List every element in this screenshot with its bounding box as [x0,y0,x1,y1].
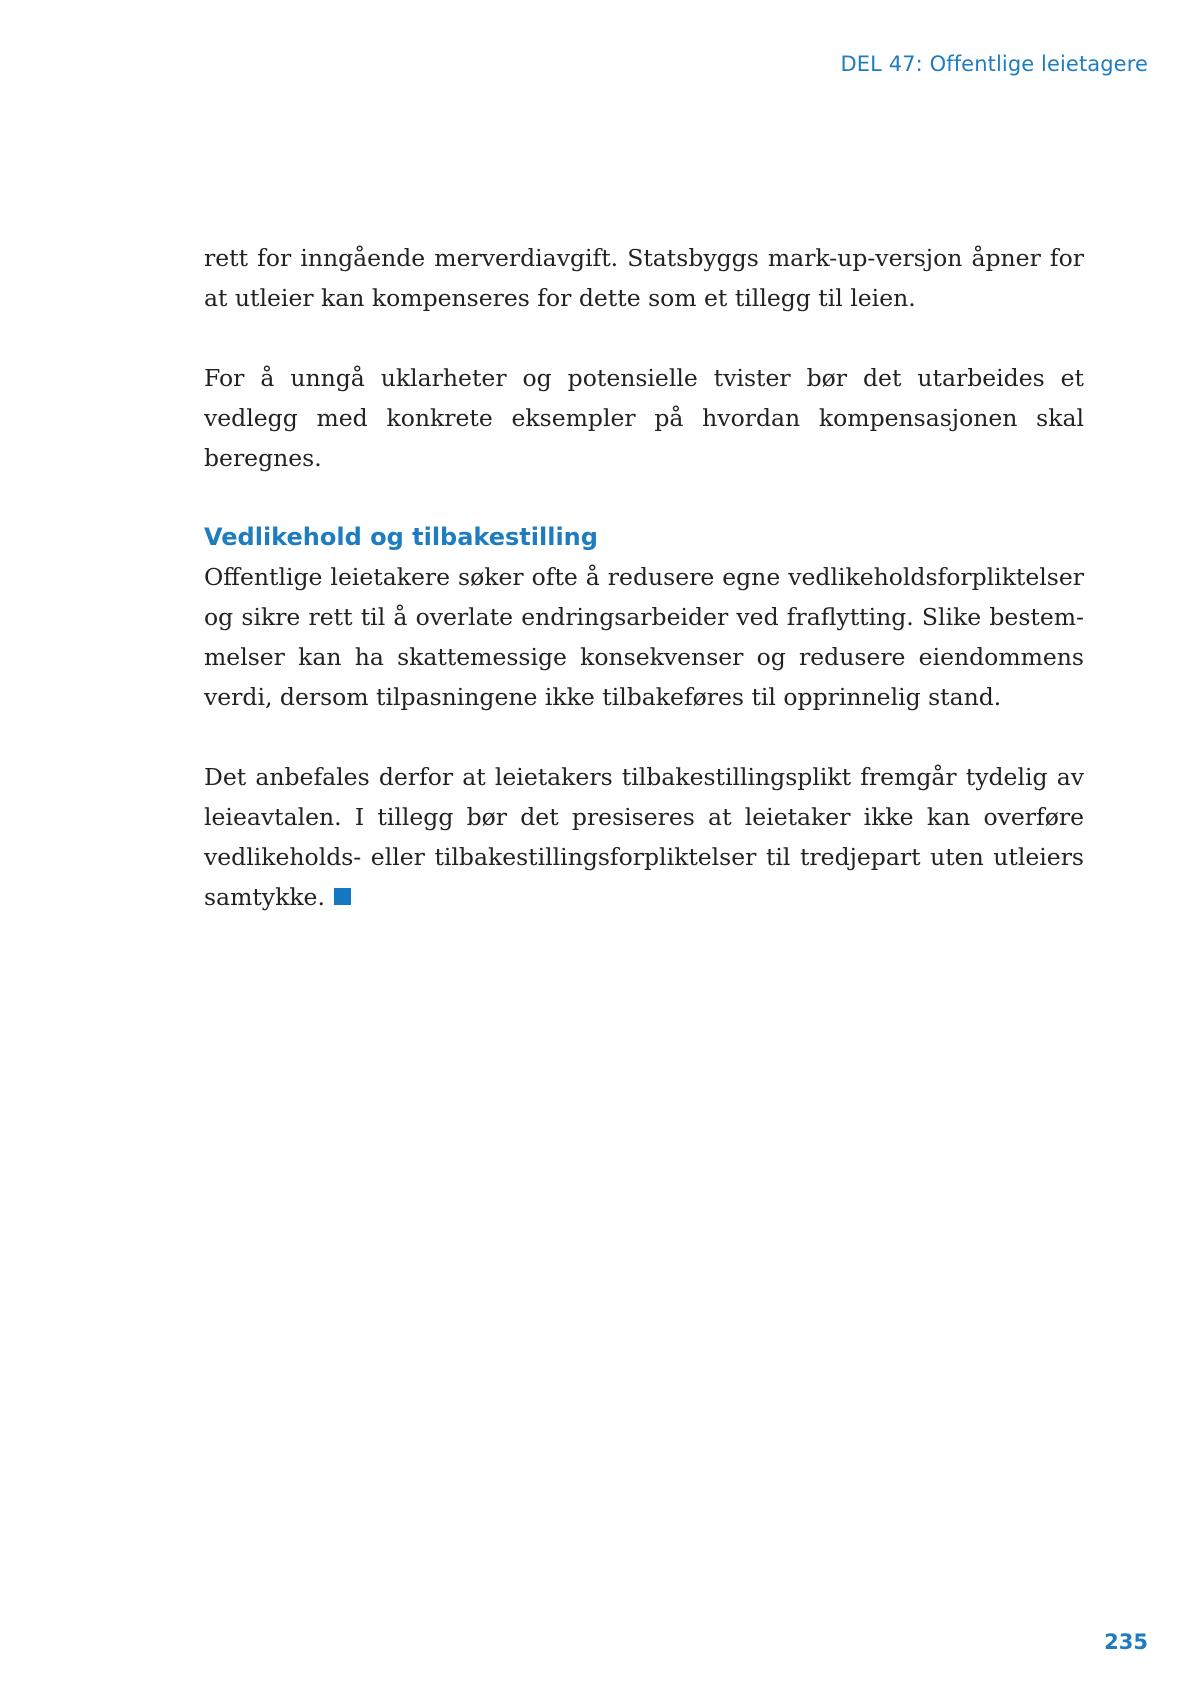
page-number: 235 [1104,1630,1148,1654]
end-of-article-square-icon [334,888,351,905]
paragraph-text: Det anbefales derfor at leietakers tilbakestillingsplikt fremgår tydelig av leieavtalen. I tillegg bør det presiseres at leietaker ikke kan overføre vedlikeholds- eller tilbakestillingsforpliktelser til tredjepart uten utleiers samtykke. [204,763,1084,911]
paragraph: For å unngå uklarheter og potensielle tvister bør det utarbeides et vedlegg med konkrete eksempler på hvordan kompensasjonen skal beregnes. [204,364,1084,472]
section-heading: Vedlikehold og tilbakestilling [204,523,598,551]
paragraph: Offentlige leietakere søker ofte å redusere egne vedlikeholdsforpliktelser og sikre rett til å overlate endringsarbeider ved fraflytting. Slike bestemmelser kan ha skattemessige konsekvenser og redusere eiendommens verdi, dersom tilpasningene ikke tilbakeføres til opprinnelig stand. [204,563,1084,711]
running-header: DEL 47: Offentlige leietagere [840,52,1148,76]
paragraph: rett for inngående merverdiavgift. Statsbyggs mark-up-versjon åpner for at utleier kan kompenseres for dette som et tillegg til leien. [204,244,1084,312]
page-content [204,238,1084,917]
paragraph-final [204,757,1084,917]
